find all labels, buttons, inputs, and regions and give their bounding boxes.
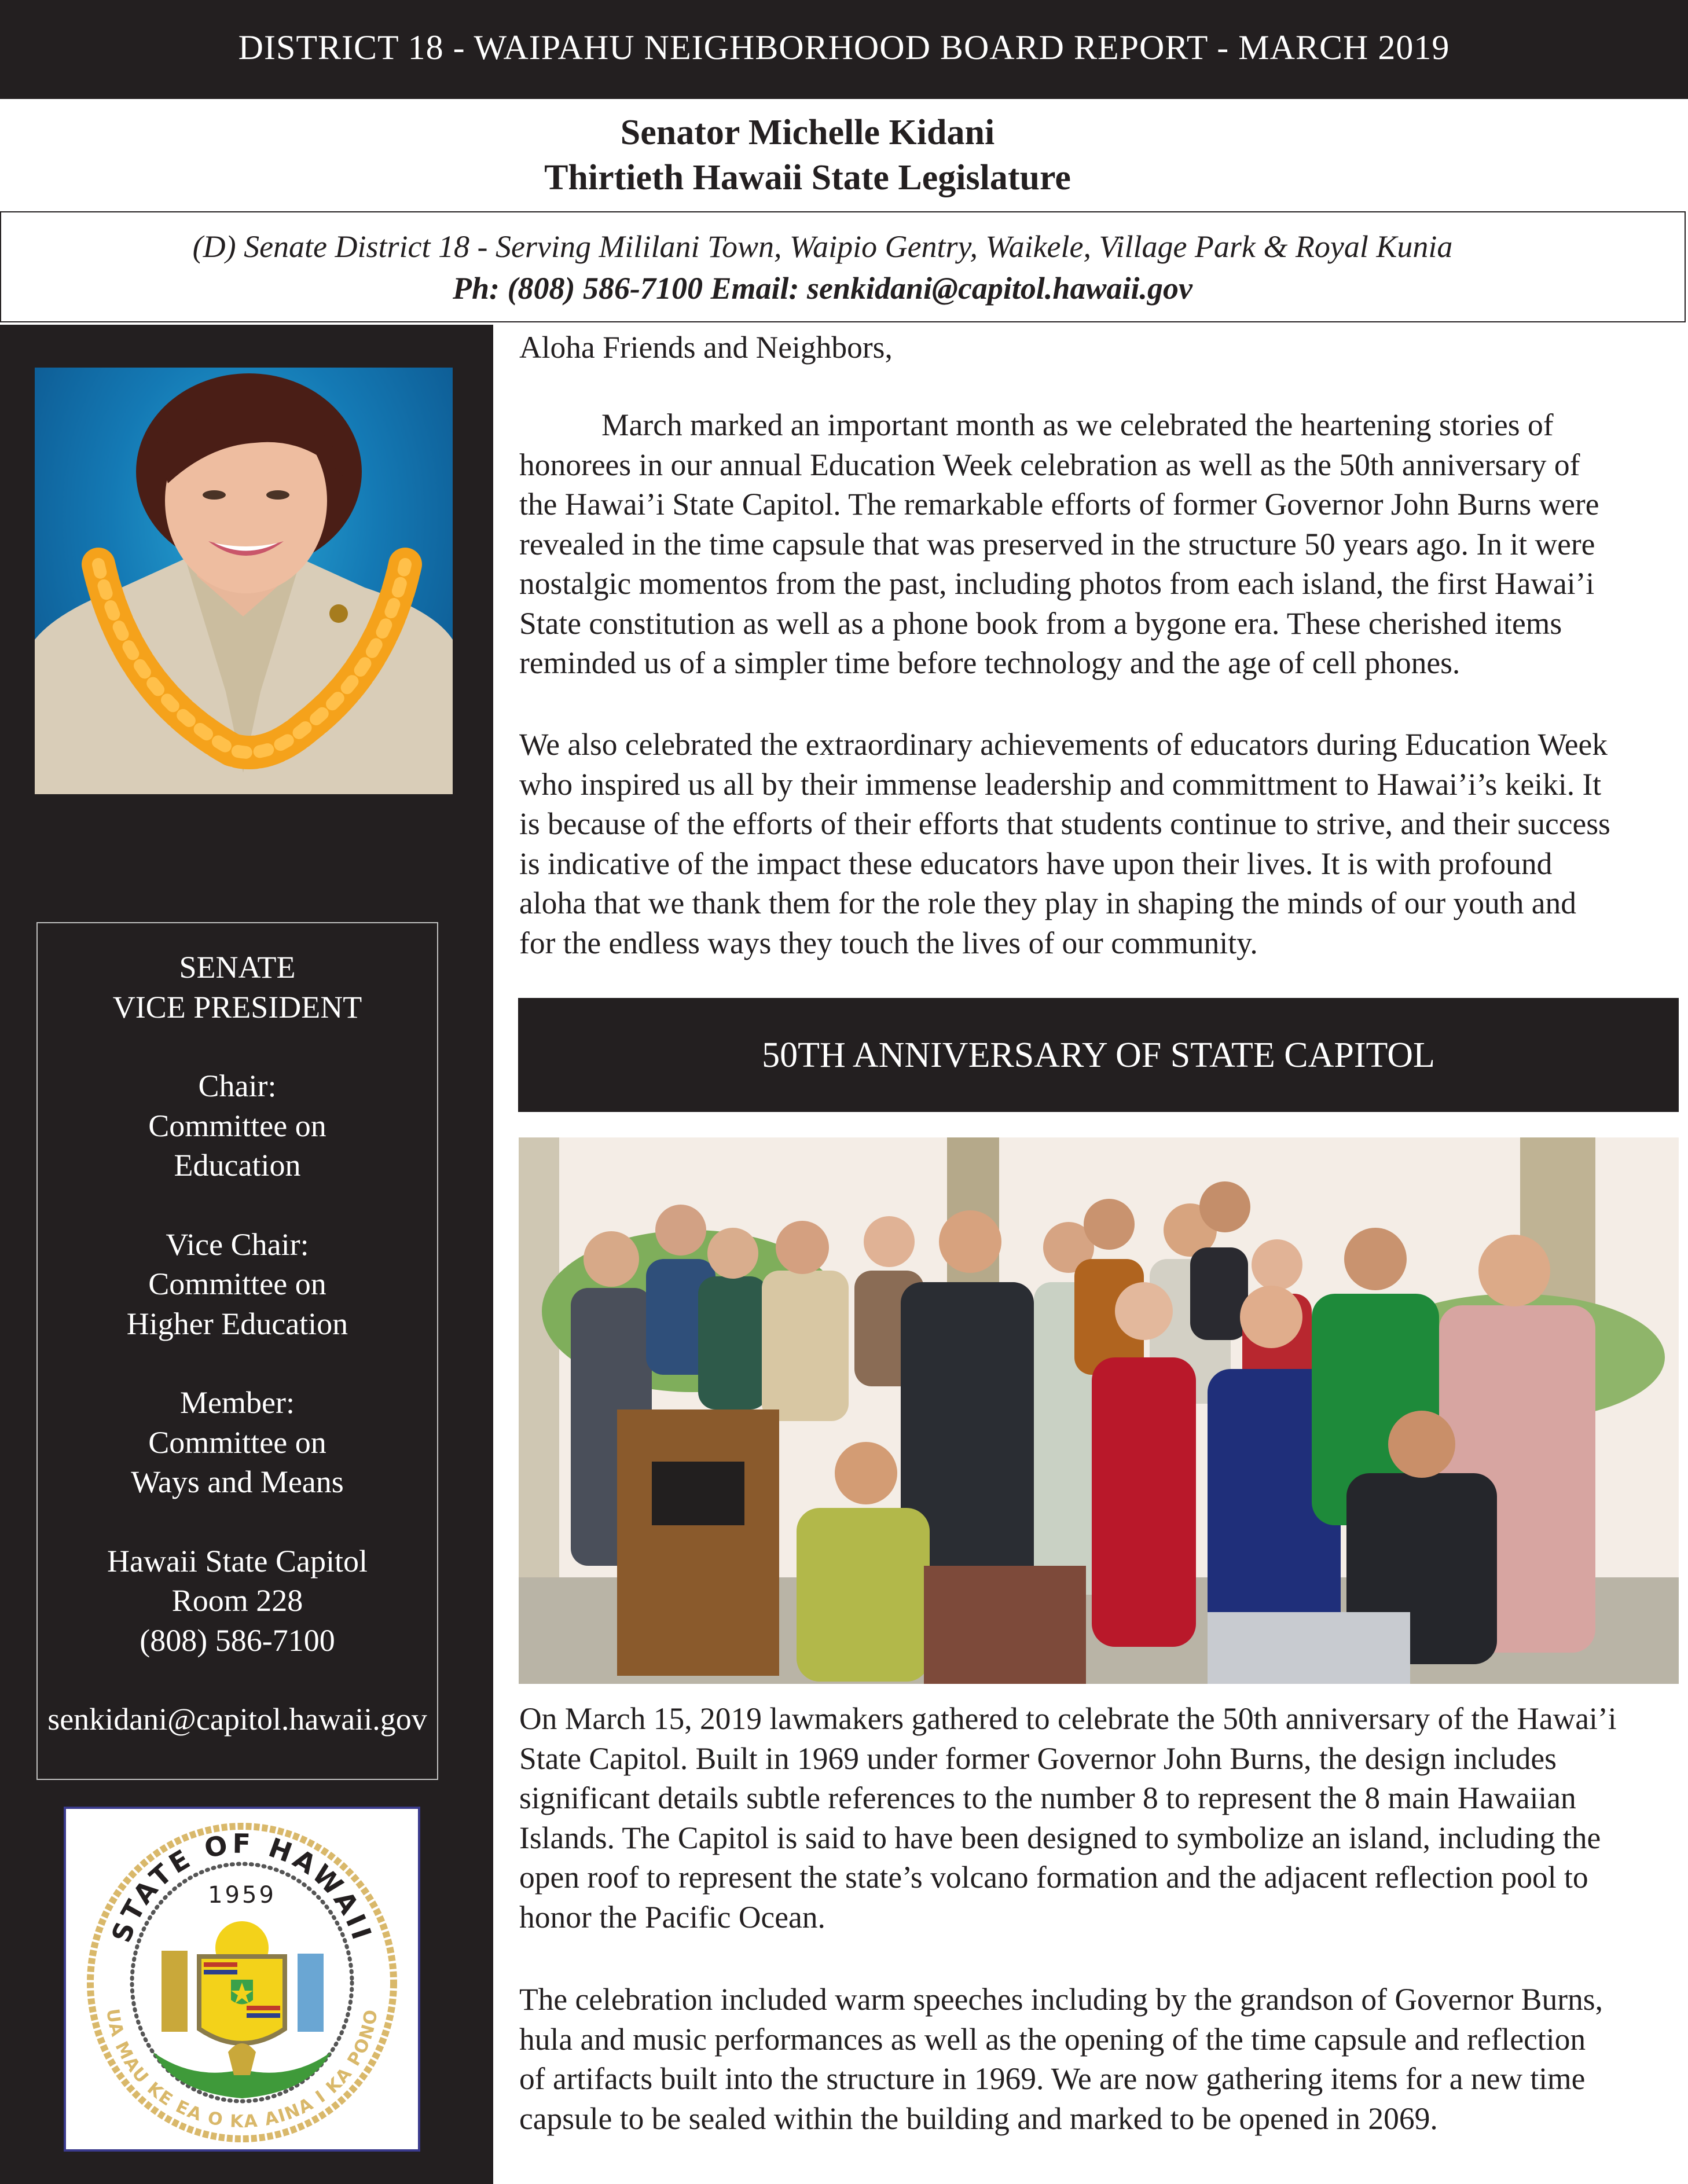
text-line: State Capitol. Built in 1969 under former Governor John Burns, the design includes [519,1741,1557,1776]
vice-chair-label: Vice Chair: [166,1227,309,1262]
senator-portrait-icon [35,368,453,794]
text-line: is because of the efforts of their efforts that students continue to strive, and their success [519,806,1610,841]
text-line: is indicative of the impact these educators have upon their lives. It is with profound [519,846,1553,881]
text-line: nostalgic momentos from the past, including photos from each island, the first Hawai’i [519,566,1595,601]
vice-chair-committee: Higher Education [126,1306,348,1341]
member-committee: Ways and Means [131,1464,344,1499]
district-line: (D) Senate District 18 - Serving Mililani Town, Waipio Gentry, Waikele, Village Park & Royal Kunia [192,229,1453,264]
chair-committee: Committee on [148,1108,326,1143]
text-line: The celebration included warm speeches including by the grandson of Governor Burns, [519,1982,1603,2017]
seal-year: 1959 [208,1882,276,1908]
contact-box [0,211,1686,322]
group-photo-icon [519,1137,1679,1684]
text-line: We also celebrated the extraordinary achievements of educators during Education Week [519,727,1608,762]
seal-motto: UA MAU KE EA O KA AINA I KA PONO [102,2007,382,2132]
text-line: revealed in the time capsule that was preserved in the structure 50 years ago. In it were [519,526,1595,561]
text-line: aloha that we thank them for the role they play in shaping the minds of our youth and [519,886,1577,920]
report-header-bar [0,0,1688,99]
role-line: VICE PRESIDENT [112,989,362,1025]
legislature-name: Thirtieth Hawaii State Legislature [544,158,1071,197]
phone-email-line: Ph: (808) 586-7100 Email: senkidani@capitol.hawaii.gov [453,271,1192,306]
text-line: honor the Pacific Ocean. [519,1899,825,1935]
letter-paragraph-1 [519,405,1688,683]
text-line: of artifacts built into the structure in 1969. We are now gathering items for a new time [519,2061,1586,2096]
letter-greeting: Aloha Friends and Neighbors, [519,330,893,365]
text-line: reminded us of a simpler time before technology and the age of cell phones. [519,645,1461,680]
chair-committee: Education [174,1148,301,1183]
member-committee: Committee on [148,1425,326,1460]
vice-chair-committee: Committee on [148,1267,326,1301]
senator-heading [0,110,1615,200]
office-phone: (808) 586-7100 [140,1623,335,1658]
text-line: March marked an important month as we celebrated the heartening stories of [601,408,1554,442]
text-line: for the endless ways they touch the lives of our community. [519,925,1258,960]
sidebar [0,325,493,2184]
letter-paragraph-2 [519,725,1688,963]
seal-top-text: STATE OF HAWAII [105,1827,379,1947]
member-label: Member: [180,1385,295,1420]
chair-label: Chair: [198,1069,277,1103]
role-line: SENATE [179,950,296,985]
text-line: significant details subtle references to the number 8 to represent the 8 main Hawaiian [519,1781,1576,1815]
text-line: hula and music performances as well as the opening of the time capsule and reflection [519,2021,1586,2057]
section-paragraph-2 [519,1980,1688,2138]
text-line: State constitution as well as a phone book from a bygone era. These cherished items [519,605,1562,641]
text-line: honorees in our annual Education Week celebration as well as the 50th anniversary of [519,447,1580,482]
text-line: capsule to be sealed within the building and marked to be opened in 2069. [519,2101,1438,2136]
senator-name: Senator Michelle Kidani [620,113,995,152]
report-title: DISTRICT 18 - WAIPAHU NEIGHBORHOOD BOARD REPORT - MARCH 2019 [238,28,1450,67]
text-line: the Hawai’i State Capitol. The remarkable efforts of former Governor John Burns were [519,487,1599,522]
state-seal-icon [64,1807,420,2152]
text-line: who inspired us all by their immense leadership and committment to Hawai’i’s keiki. It [519,766,1602,802]
text-line: Islands. The Capitol is said to have been designed to symbolize an island, including the [519,1820,1601,1855]
section-banner [518,998,1679,1112]
text-line: open roof to represent the state’s volcano formation and the adjacent reflection pool to [519,1860,1588,1895]
office-address: Hawaii State Capitol [107,1543,368,1579]
text-line: On March 15, 2019 lawmakers gathered to celebrate the 50th anniversary of the Hawai’i [519,1701,1617,1736]
sidebar-email[interactable]: senkidani@capitol.hawaii.gov [47,1702,427,1737]
section-paragraph-1 [519,1699,1688,1937]
section-title: 50TH ANNIVERSARY OF STATE CAPITOL [762,1036,1435,1075]
senator-info-box [36,922,438,1780]
office-room: Room 228 [171,1583,303,1618]
